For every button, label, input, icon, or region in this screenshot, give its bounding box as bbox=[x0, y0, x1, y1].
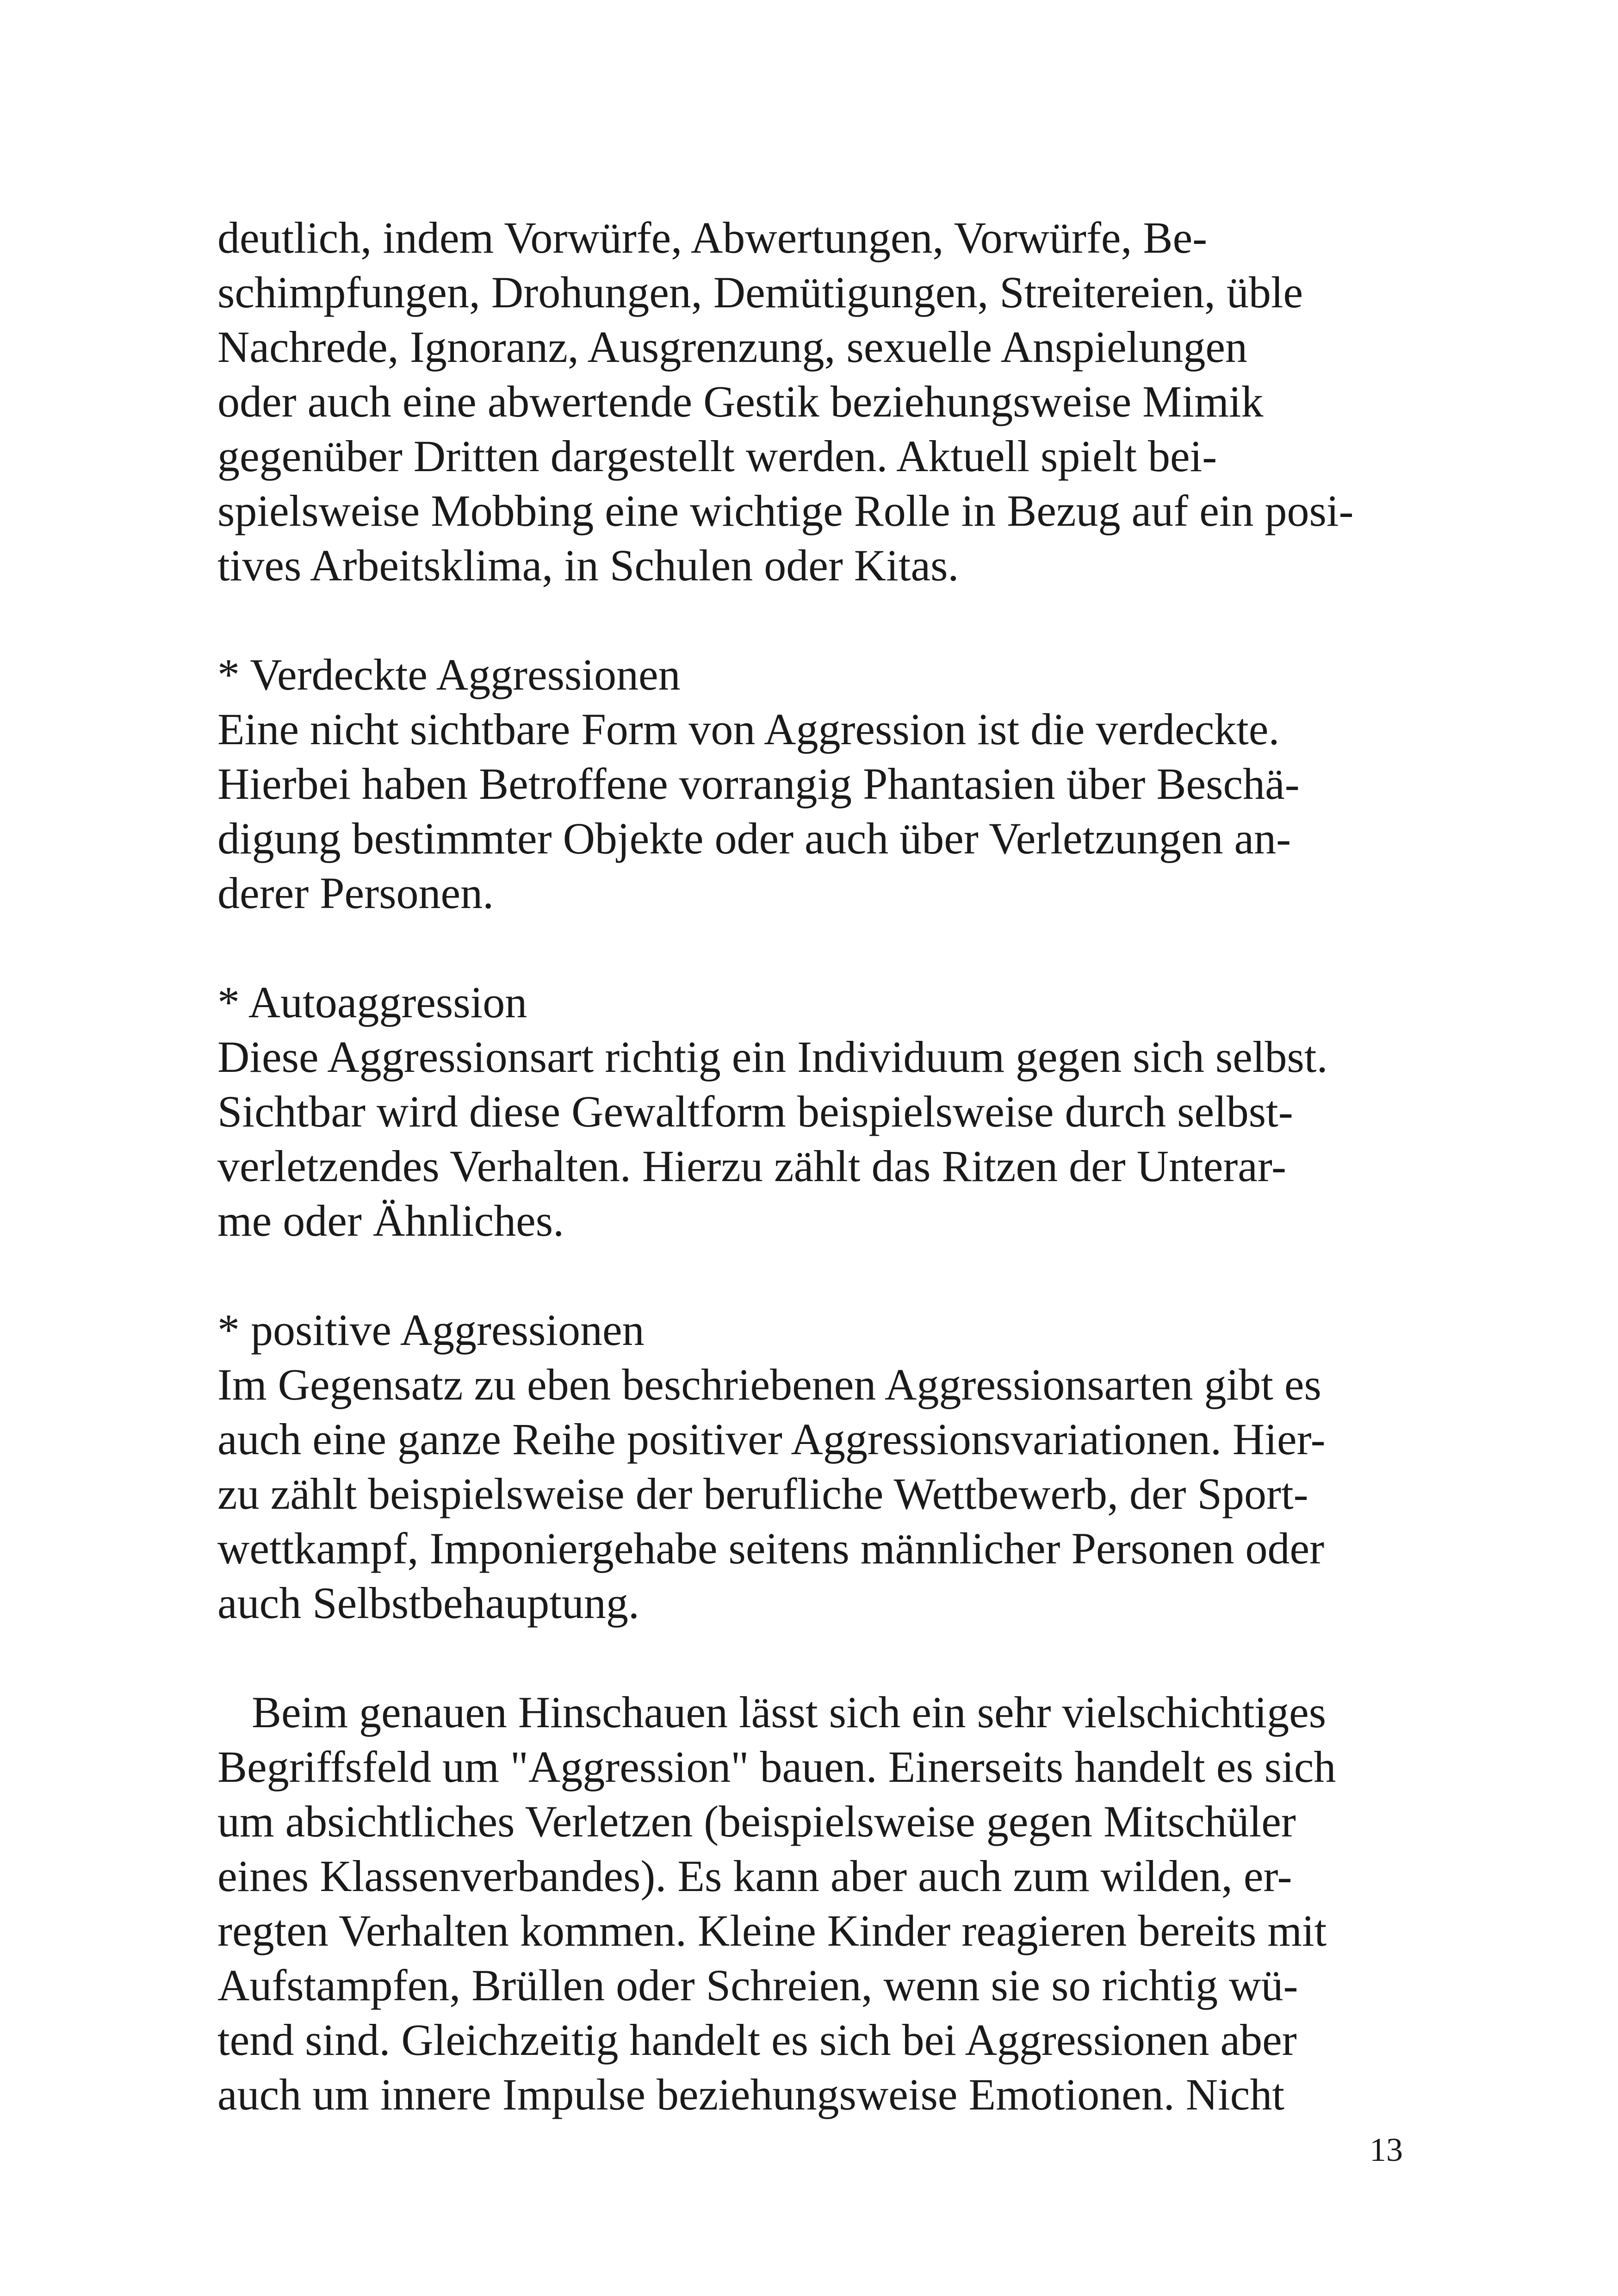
text-line: Nachrede, Ignoranz, Ausgrenzung, sexuelle Anspielungen bbox=[217, 322, 1247, 372]
text-line: Sichtbar wird diese Gewaltform beispielsweise durch selbst- bbox=[217, 1087, 1293, 1136]
text-line: Im Gegensatz zu eben beschriebenen Aggressionsarten gibt es bbox=[217, 1360, 1321, 1409]
text-line: derer Personen. bbox=[217, 868, 494, 918]
text-line: auch um innere Impulse beziehungsweise Emotionen. Nicht bbox=[217, 2070, 1285, 2119]
text-line: verletzendes Verhalten. Hierzu zählt das Ritzen der Unterar- bbox=[217, 1141, 1286, 1191]
body-text bbox=[217, 211, 1411, 2122]
text-line: regten Verhalten kommen. Kleine Kinder reagieren bereits mit bbox=[217, 1906, 1327, 1955]
text-line: me oder Ähnliches. bbox=[217, 1196, 564, 1245]
text-line: spielsweise Mobbing eine wichtige Rolle in Bezug auf ein posi- bbox=[217, 486, 1354, 535]
section-verdeckte-aggressionen bbox=[217, 647, 1411, 921]
paragraph-gap bbox=[217, 1630, 1411, 1685]
text-line: gegenüber Dritten dargestellt werden. Aktuell spielt bei- bbox=[217, 431, 1217, 481]
text-line: um absichtliches Verletzen (beispielsweise gegen Mitschüler bbox=[217, 1797, 1296, 1846]
text-line: auch Selbstbehauptung. bbox=[217, 1578, 639, 1628]
section-autoaggression bbox=[217, 975, 1411, 1248]
paragraph-begriffsfeld bbox=[217, 1685, 1411, 2122]
section-heading: * positive Aggressionen bbox=[217, 1305, 645, 1355]
text-line: Begriffsfeld um "Aggression" bauen. Einerseits handelt es sich bbox=[217, 1742, 1336, 1792]
text-line: Eine nicht sichtbare Form von Aggression ist die verdeckte. bbox=[217, 704, 1280, 754]
paragraph-gap bbox=[217, 1248, 1411, 1303]
text-line: digung bestimmter Objekte oder auch über Verletzungen an- bbox=[217, 814, 1291, 863]
paragraph-intro bbox=[217, 211, 1411, 593]
section-positive-aggressionen bbox=[217, 1303, 1411, 1630]
text-line: oder auch eine abwertende Gestik beziehungsweise Mimik bbox=[217, 377, 1264, 426]
text-line: wettkampf, Imponiergehabe seitens männlicher Personen oder bbox=[217, 1524, 1325, 1573]
text-line: Diese Aggressionsart richtig ein Individuum gegen sich selbst. bbox=[217, 1032, 1328, 1082]
text-line: auch eine ganze Reihe positiver Aggressionsvariationen. Hier- bbox=[217, 1414, 1326, 1464]
page-number: 13 bbox=[1370, 2131, 1403, 2168]
text-line: tend sind. Gleichzeitig handelt es sich bei Aggressionen aber bbox=[217, 2015, 1297, 2065]
text-line: Aufstampfen, Brüllen oder Schreien, wenn sie so richtig wü- bbox=[217, 1960, 1298, 2010]
text-line: Hierbei haben Betroffene vorrangig Phantasien über Beschä- bbox=[217, 759, 1300, 809]
section-heading: * Autoaggression bbox=[217, 977, 527, 1027]
text-line: schimpfungen, Drohungen, Demütigungen, Streitereien, üble bbox=[217, 268, 1303, 317]
text-line: eines Klassenverbandes). Es kann aber auch zum wilden, er- bbox=[217, 1851, 1292, 1901]
paragraph-gap bbox=[217, 921, 1411, 975]
section-heading: * Verdeckte Aggressionen bbox=[217, 650, 681, 699]
text-line: tives Arbeitsklima, in Schulen oder Kitas. bbox=[217, 541, 959, 590]
paragraph-gap bbox=[217, 593, 1411, 647]
text-line: zu zählt beispielsweise der berufliche Wettbewerb, der Sport- bbox=[217, 1469, 1308, 1518]
text-line: deutlich, indem Vorwürfe, Abwertungen, Vorwürfe, Be- bbox=[217, 213, 1208, 262]
text-line: Beim genauen Hinschauen lässt sich ein sehr vielschichtiges bbox=[252, 1687, 1327, 1737]
